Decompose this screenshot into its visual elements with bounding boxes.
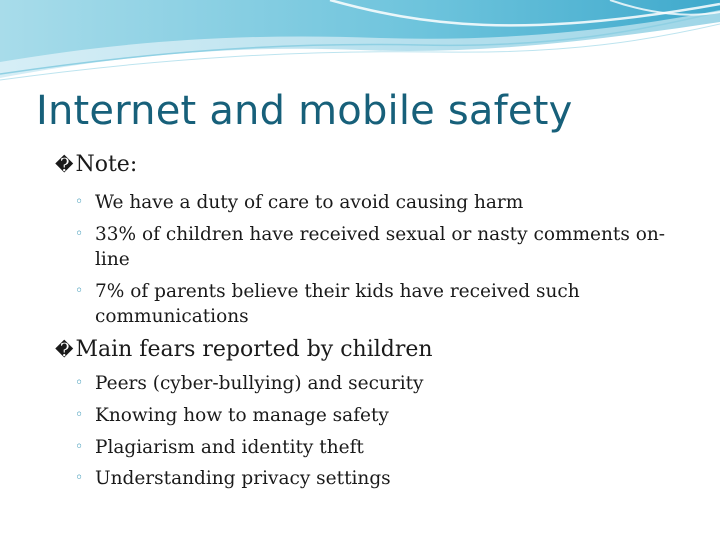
section-heading-label: Note: — [75, 152, 138, 177]
sub-bullet-ring-icon: ◦ — [75, 226, 84, 242]
list-item-text: Knowing how to manage safety — [95, 405, 389, 426]
list-item-text: We have a duty of care to avoid causing harm — [95, 192, 524, 213]
sub-bullet-ring-icon: ◦ — [75, 194, 84, 210]
list-item-text: 33% of children have received sexual or nasty comments on-line — [95, 224, 666, 270]
sub-bullet-ring-icon: ◦ — [75, 375, 84, 391]
list-item — [75, 403, 695, 428]
sub-bullet-ring-icon: ◦ — [75, 470, 84, 486]
bullet-placeholder-glyph: � — [55, 155, 74, 176]
list-item-text: Understanding privacy settings — [95, 468, 391, 489]
section-heading-label: Main fears reported by children — [75, 337, 433, 362]
list-item — [75, 371, 695, 396]
slide-title: Internet and mobile safety — [36, 88, 573, 134]
sub-bullet-ring-icon: ◦ — [75, 283, 84, 299]
list-item — [75, 279, 695, 329]
list-item — [75, 222, 695, 272]
list-item — [75, 190, 695, 215]
list-item-text: 7% of parents believe their kids have received such communications — [95, 281, 580, 327]
list-item — [75, 466, 695, 491]
list-item-text: Peers (cyber-bullying) and security — [95, 373, 424, 394]
bullet-placeholder-glyph: � — [55, 340, 74, 361]
section-heading-main-fears — [55, 337, 433, 362]
list-item-text: Plagiarism and identity theft — [95, 437, 364, 458]
sub-bullet-ring-icon: ◦ — [75, 407, 84, 423]
sub-bullet-ring-icon: ◦ — [75, 439, 84, 455]
section-heading-note — [55, 152, 137, 177]
list-item — [75, 435, 695, 460]
